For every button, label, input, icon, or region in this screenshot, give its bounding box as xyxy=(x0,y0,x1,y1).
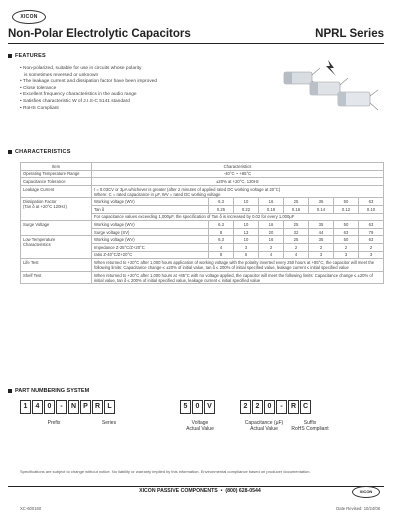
table-cell xyxy=(92,243,209,251)
pn-char-box: R xyxy=(288,400,299,414)
table-cell: 63 xyxy=(334,228,359,236)
table-cell: 44 xyxy=(309,228,334,236)
table-cell: When returned to +20°C after 1,000 hours at +85°C with no voltage applied, the capacitor will meet the following limits: Capacitance change ≤ ±20% of initial value, tan δ ≤ 200% of initial specified value, leakage current ≤ initial specified value xyxy=(92,271,384,284)
table-cell: 16 xyxy=(259,198,284,206)
ratio-label: ratio xyxy=(94,252,103,258)
lt-label: Low Temperature xyxy=(23,237,56,243)
table-cell: Shelf Test xyxy=(21,271,92,284)
capacitor-photo xyxy=(276,58,380,116)
table-cell: 2 xyxy=(309,243,334,251)
table-cell: Operating Temperature Range xyxy=(21,170,92,178)
feature-item: • RoHS Compliant xyxy=(20,105,59,111)
table-cell: 50 xyxy=(334,221,359,229)
suffix-title: Suffix xyxy=(303,420,317,426)
df-sublabel: (Tan δ at +20°C 120Hz) xyxy=(23,204,67,210)
table-cell: 2 xyxy=(359,243,384,251)
table-cell: 0.12 xyxy=(334,205,359,213)
feature-item: • Satisfies characteristic W of J.I.S-C 5141 standard xyxy=(20,98,130,104)
table-cell: For capacitance values exceeding 1,000μF, the specification of Tan δ is increased by 0.02 for every 1,000μF xyxy=(92,213,384,221)
table-cell: 0.16 xyxy=(284,205,309,213)
impedance-label: Impedance xyxy=(94,244,115,250)
table-cell: 8 xyxy=(209,228,234,236)
pn-char-box: - xyxy=(56,400,67,414)
table-cell: 2 xyxy=(259,243,284,251)
pn-char-box: 0 xyxy=(44,400,55,414)
pn-char-box: - xyxy=(276,400,287,414)
table-cell xyxy=(21,236,92,259)
table-cell xyxy=(92,185,384,198)
table-cell: ±20% at +20°C, 120Hz xyxy=(92,178,384,186)
table-row xyxy=(21,170,384,178)
leakage-note: Where: C = rated capacitance in μF, WV = rated DC working voltage xyxy=(94,191,221,197)
table-cell: 8 xyxy=(209,251,234,259)
table-cell: 16 xyxy=(259,236,284,244)
series-label: Series xyxy=(101,420,117,426)
lt-sublabel: Characteristics xyxy=(23,242,51,248)
capacitance-sub: Actual Value xyxy=(250,426,278,432)
square-bullet-icon xyxy=(8,54,12,58)
table-cell: 25 xyxy=(284,221,309,229)
table-cell: 63 xyxy=(359,198,384,206)
square-bullet-icon xyxy=(8,389,12,393)
table-cell: 0.25 xyxy=(209,205,234,213)
feature-item: • Close tolerance xyxy=(20,85,57,91)
footer-bottom xyxy=(20,506,380,511)
table-cell: 3 xyxy=(334,251,359,259)
company-phone: (800) 628-0544 xyxy=(225,488,261,494)
leakage-text: I = 0.03CV or 3μA whichever is greater (after 2 minutes of applied rated DC working voltage at 20°C) xyxy=(94,186,281,192)
pn-char-box: 0 xyxy=(264,400,275,414)
table-cell: 50 xyxy=(334,236,359,244)
table-cell: 10 xyxy=(234,221,259,229)
table-cell: 63 xyxy=(359,221,384,229)
table-cell: 35 xyxy=(309,236,334,244)
pn-char-box: L xyxy=(104,400,115,414)
table-cell xyxy=(92,251,209,259)
pn-char-box: C xyxy=(300,400,311,414)
table-cell: 63 xyxy=(359,236,384,244)
xicon-logo-footer: XICON xyxy=(352,486,380,498)
table-cell: 6.3 xyxy=(209,221,234,229)
footer-company: XICON PASSIVE COMPONENTS • (800) 628-0544 xyxy=(139,488,261,494)
table-cell: 6.3 xyxy=(209,236,234,244)
table-row xyxy=(21,271,384,284)
pn-char-box: P xyxy=(80,400,91,414)
table-cell: Working voltage (WV) xyxy=(92,236,209,244)
pn-char-box: 5 xyxy=(180,400,191,414)
table-cell: 0.18 xyxy=(259,205,284,213)
voltage-label xyxy=(176,420,224,432)
revision-date: Date Revised: 10/24/08 xyxy=(336,506,380,511)
table-cell: 3 xyxy=(234,243,259,251)
page-title: Non-Polar Electrolytic Capacitors xyxy=(8,28,191,40)
pn-char-box: 2 xyxy=(252,400,263,414)
table-cell: 6.3 xyxy=(209,198,234,206)
table-cell: Working voltage (WV) xyxy=(92,221,209,229)
square-bullet-icon xyxy=(8,150,12,154)
table-cell: Tan δ xyxy=(92,205,209,213)
feature-item: is sometimes reversed or unknown xyxy=(24,72,99,78)
ratio-sub: Z-40°C/Z+20°C xyxy=(103,252,133,258)
table-cell: 35 xyxy=(309,198,334,206)
table-row xyxy=(21,236,384,244)
table-cell: 0.10 xyxy=(359,205,384,213)
table-cell: 13 xyxy=(234,228,259,236)
features-heading: FEATURES xyxy=(8,53,46,59)
table-row xyxy=(21,163,384,171)
feature-item: • The leakage current and dissipation factor have been improved xyxy=(20,79,158,85)
suffix-label xyxy=(286,420,334,432)
table-cell: 20 xyxy=(259,228,284,236)
table-cell: 4 xyxy=(209,243,234,251)
table-cell: 10 xyxy=(234,236,259,244)
pn-char-box: 4 xyxy=(32,400,43,414)
pn-char-box: 0 xyxy=(192,400,203,414)
table-row xyxy=(21,198,384,206)
pn-char-box: R xyxy=(92,400,103,414)
table-cell: 0.22 xyxy=(234,205,259,213)
characteristics-heading: CHARACTERISTICS xyxy=(8,149,71,155)
table-cell: Leakage Current xyxy=(21,185,92,198)
voltage-sub: Actual Value xyxy=(186,426,214,432)
features-list xyxy=(20,66,220,112)
table-row xyxy=(21,259,384,272)
table-cell: Working voltage (WV) xyxy=(92,198,209,206)
footer-rule xyxy=(8,486,384,487)
prefix-label: Prefix xyxy=(47,420,61,426)
table-cell: Capacitance Tolerance xyxy=(21,178,92,186)
table-cell: 6 xyxy=(234,251,259,259)
pn-char-box: 2 xyxy=(240,400,251,414)
doc-id: XC-600160 xyxy=(20,506,42,511)
series-name: NPRL Series xyxy=(315,28,384,40)
table-cell: 79 xyxy=(359,228,384,236)
table-cell: Item xyxy=(21,163,92,171)
title-row xyxy=(8,28,384,42)
table-cell: 2 xyxy=(284,243,309,251)
company-name: XICON PASSIVE COMPONENTS xyxy=(139,488,218,494)
capacitance-label xyxy=(236,420,292,432)
table-cell: 25 xyxy=(284,198,309,206)
table-cell: Surge voltage (SV) xyxy=(92,228,209,236)
table-cell: 4 xyxy=(259,251,284,259)
table-row xyxy=(21,185,384,198)
table-row xyxy=(21,178,384,186)
table-cell: 50 xyxy=(334,198,359,206)
table-cell: 3 xyxy=(359,251,384,259)
table-cell: 35 xyxy=(309,221,334,229)
table-cell: 10 xyxy=(234,198,259,206)
table-cell: 4 xyxy=(284,251,309,259)
title-rule xyxy=(8,43,384,44)
capacitance-title: Capacitance (μF) xyxy=(244,420,284,426)
table-cell: 16 xyxy=(259,221,284,229)
pn-char-box: V xyxy=(204,400,215,414)
pn-char-box: N xyxy=(68,400,79,414)
feature-item: • Excellent frequency characteristics in the audio range xyxy=(20,92,137,98)
table-cell: 0.14 xyxy=(309,205,334,213)
pn-char-box: 1 xyxy=(20,400,31,414)
table-cell: When returned to +20°C after 1,000 hours application of working voltage with the polarity inverted every 250 hours at +85°C, the capacitor will meet the following limits: Capacitance change ≤ ±20% of initial value, tan δ ≤ 200% of initial specified value, leakage current ≤ initial specified value xyxy=(92,259,384,272)
table-cell: Life Test xyxy=(21,259,92,272)
characteristics-table xyxy=(20,162,384,284)
part-numbering-heading: PART NUMBERING SYSTEM xyxy=(8,388,89,394)
feature-item: • Non-polarized, suitable for use in circuits whose polarity xyxy=(20,66,142,71)
table-cell: 25 xyxy=(284,236,309,244)
voltage-title: Voltage xyxy=(191,420,209,426)
table-cell: 2 xyxy=(334,243,359,251)
impedance-sub: Z-25°C/Z+20°C xyxy=(115,244,145,250)
xicon-logo: XICON xyxy=(12,10,46,24)
table-cell: -40°C ~ +85°C xyxy=(92,170,384,178)
disclaimer-text: Specifications are subject to change without notice. No liability or warranty implied by this information. Environmental compliance based on producer documentation. xyxy=(20,469,311,474)
table-cell xyxy=(21,198,92,221)
table-cell: Characteristics xyxy=(92,163,384,171)
table-cell: 32 xyxy=(284,228,309,236)
table-cell: Surge Voltage xyxy=(21,221,92,236)
table-row xyxy=(21,221,384,229)
suffix-sub: RoHS Compliant xyxy=(291,426,329,432)
df-label: Dissipation Factor xyxy=(23,199,57,205)
table-cell: 3 xyxy=(309,251,334,259)
